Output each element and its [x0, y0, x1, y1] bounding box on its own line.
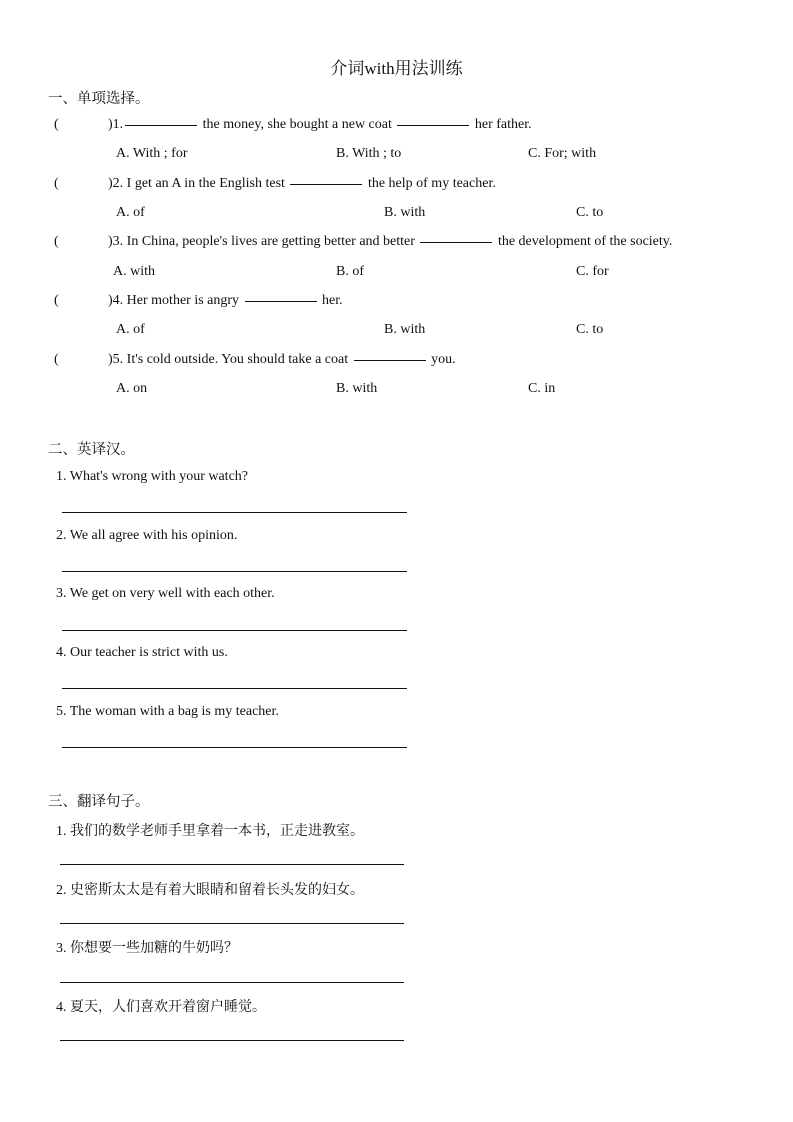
option-b[interactable]: B. of [336, 264, 364, 279]
answer-paren: ( [54, 176, 59, 191]
sentence-item-2: 2. 史密斯太太是有着大眼睛和留着长头发的妇女。 [56, 883, 364, 898]
translation-item-3: 3. We get on very well with each other. [56, 586, 275, 601]
question-5: )5. It's cold outside. You should take a coat you. [108, 352, 456, 367]
answer-line[interactable] [62, 512, 407, 513]
answer-line[interactable] [60, 923, 404, 924]
translation-item-2: 2. We all agree with his opinion. [56, 528, 238, 543]
option-b[interactable]: B. with [336, 381, 378, 396]
section-1-heading: 一、单项选择。 [48, 91, 150, 107]
option-c[interactable]: C. for [576, 264, 609, 279]
option-a[interactable]: A. on [116, 381, 148, 396]
page-title: 介词with用法训练 [330, 59, 463, 78]
answer-paren: ( [54, 117, 59, 132]
translation-item-4: 4. Our teacher is strict with us. [56, 645, 228, 660]
answer-paren: ( [54, 234, 59, 249]
option-a[interactable]: A. of [116, 205, 145, 220]
answer-line[interactable] [62, 747, 407, 748]
sentence-item-1: 1. 我们的数学老师手里拿着一本书，正走进教室。 [56, 824, 364, 839]
answer-blank[interactable] [420, 241, 492, 243]
answer-blank[interactable] [290, 183, 362, 185]
option-a[interactable]: A. with [113, 264, 155, 279]
option-c[interactable]: C. to [576, 322, 604, 337]
option-a[interactable]: A. With ; for [116, 146, 188, 161]
option-c[interactable]: C. to [576, 205, 604, 220]
question-4: )4. Her mother is angry her. [108, 293, 343, 308]
translation-item-1: 1. What's wrong with your watch? [56, 469, 249, 484]
section-2-heading: 二、英译汉。 [48, 442, 135, 458]
translation-item-5: 5. The woman with a bag is my teacher. [56, 704, 279, 719]
question-2: )2. I get an A in the English test the help of my teacher. [108, 176, 496, 191]
sentence-item-3: 3. 你想要一些加糖的牛奶吗？ [56, 941, 238, 956]
answer-line[interactable] [60, 864, 404, 865]
section-3-heading: 三、翻译句子。 [48, 794, 150, 810]
answer-paren: ( [54, 352, 59, 367]
option-b[interactable]: B. With ; to [336, 146, 402, 161]
answer-blank[interactable] [125, 124, 197, 126]
question-3: )3. In China, people's lives are getting better and better the development of the society. [108, 234, 673, 249]
sentence-item-4: 4. 夏天，人们喜欢开着窗户睡觉。 [56, 1000, 266, 1015]
option-b[interactable]: B. with [384, 322, 426, 337]
answer-paren: ( [54, 293, 59, 308]
option-c[interactable]: C. For; with [528, 146, 597, 161]
question-1: )1. the money, she bought a new coat her father. [108, 117, 532, 132]
answer-line[interactable] [62, 688, 407, 689]
option-c[interactable]: C. in [528, 381, 556, 396]
answer-blank[interactable] [397, 124, 469, 126]
answer-line[interactable] [60, 982, 404, 983]
answer-line[interactable] [62, 630, 407, 631]
option-a[interactable]: A. of [116, 322, 145, 337]
answer-line[interactable] [60, 1040, 404, 1041]
answer-blank[interactable] [245, 300, 317, 302]
option-b[interactable]: B. with [384, 205, 426, 220]
answer-blank[interactable] [354, 359, 426, 361]
answer-line[interactable] [62, 571, 407, 572]
